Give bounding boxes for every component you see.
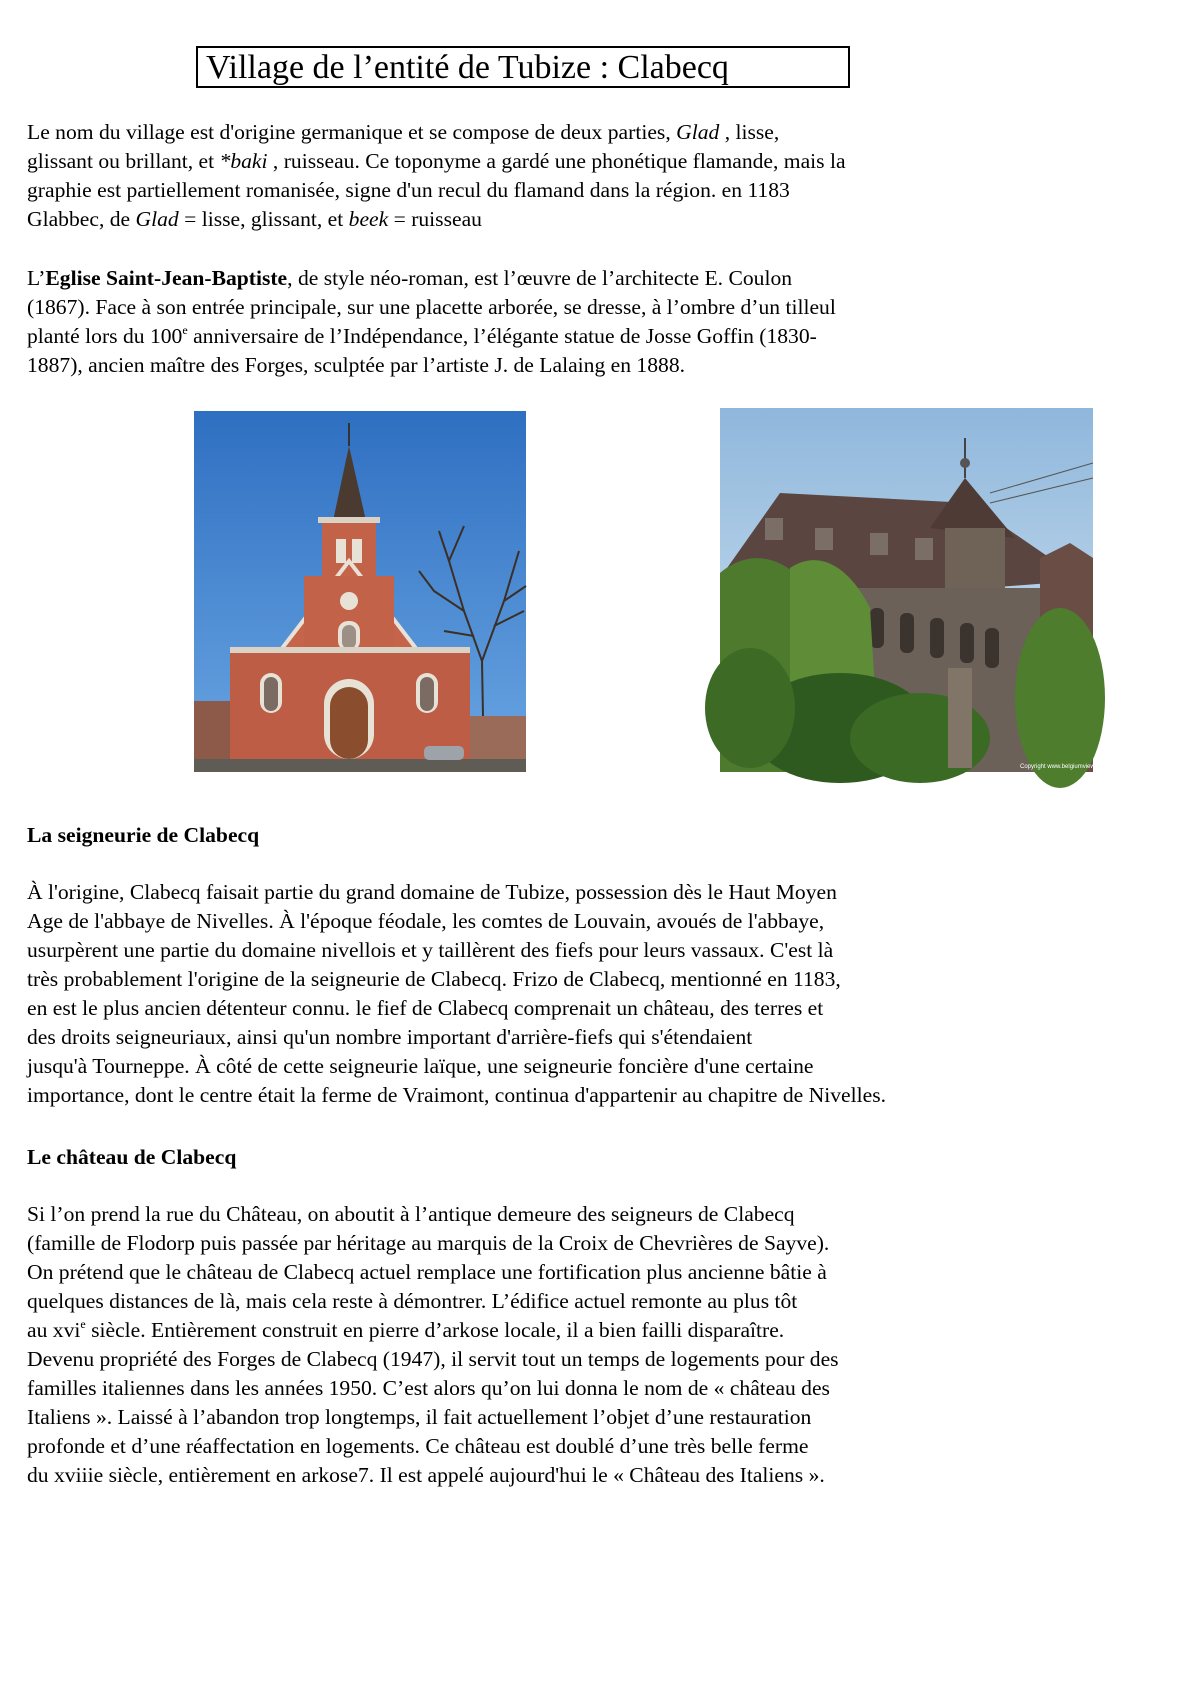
seigneurie-heading: La seigneurie de Clabecq [27, 823, 260, 847]
chateau-paragraph: Si l’on prend la rue du Château, on aboutit à l’antique demeure des seigneurs de Clabecq (famille de Flodorp puis passée par héritage au marquis de la Croix de Chevrières de Sayve). On prétend que le château de Clabecq actuel remplace une fortification plus ancienne bâtie à quelques distances de là, mais cela reste à démontrer. L’édifice actuel remonte au plus tôt au xvi$^e$ siècle. Entièrement construit en pierre d’arkose locale, il a bien failli disparaître. Devenu propriété des Forges de Clabecq (1947), il servit tout un temps de logements pour des familles italiennes dans les années 1950. C’est alors qu’on lui donna le nom de « château des Italiens ». Laissé à l’abandon trop longtemps, il fait actuellement l’objet d’une restauration profonde et d’une réaffectation en logements. Ce château est doublé d’une très belle ferme du xviiie siècle, entièrement en arkose7. Il est appelé aujourd'hui le « Château des Italiens ». [27, 1202, 839, 1487]
church-photo [194, 411, 526, 772]
seigneurie-paragraph: À l'origine, Clabecq faisait partie du grand domaine de Tubize, possession dès le Haut Moyen Age de l'abbaye de Nivelles. À l'époque féodale, les comtes de Louvain, avoués de l'abbaye, usurpèrent une partie du domaine nivellois et y taillèrent des fiefs pour leurs vassaux. C'est là très probablement l'origine de la seigneurie de Clabecq. Frizo de Clabecq, mentionné en 1183, en est le plus ancien détenteur connu. le fief de Clabecq comprenait un château, des terres et des droits seigneuriaux, ainsi qu'un nombre important d'arrière-fiefs qui s'étendaient jusqu'à Tourneppe. À côté de cette seigneurie laïque, une seigneurie foncière d'une certaine importance, dont le centre était la ferme de Vraimont, continua d'appartenir au chapitre de Nivelles. [27, 880, 886, 1107]
chateau-heading: Le château de Clabecq [27, 1145, 237, 1169]
svg-text:Copyright www.belgiumview.com: Copyright www.belgiumview.com [1020, 764, 1108, 770]
intro-paragraph: Le nom du village est d'origine germanique et se compose de deux parties, Glad , lisse, glissant ou brillant, et *baki , ruisseau. Ce toponyme a gardé une phonétique flamande, mais la graphie est partiellement romanisée, signe d'un recul du flamand dans la région. en 1183 Glabbec, de Glad = lisse, glissant, et beek = ruisseau [27, 120, 846, 231]
page-title: Village de l’entité de Tubize : Clabecq [196, 46, 850, 88]
church-paragraph: L’Eglise Saint-Jean-Baptiste, de style néo-roman, est l’œuvre de l’architecte E. Coulon (1867). Face à son entrée principale, sur une placette arborée, se dresse, à l’ombre d’un tilleul planté lors du 100e anniversaire de l’Indépendance, l’élégante statue de Josse Goffin (1830- 1887), ancien maître des Forges, sculptée par l’artiste J. de Lalaing en 1888. [27, 266, 836, 377]
castle-photo [720, 408, 1108, 772]
